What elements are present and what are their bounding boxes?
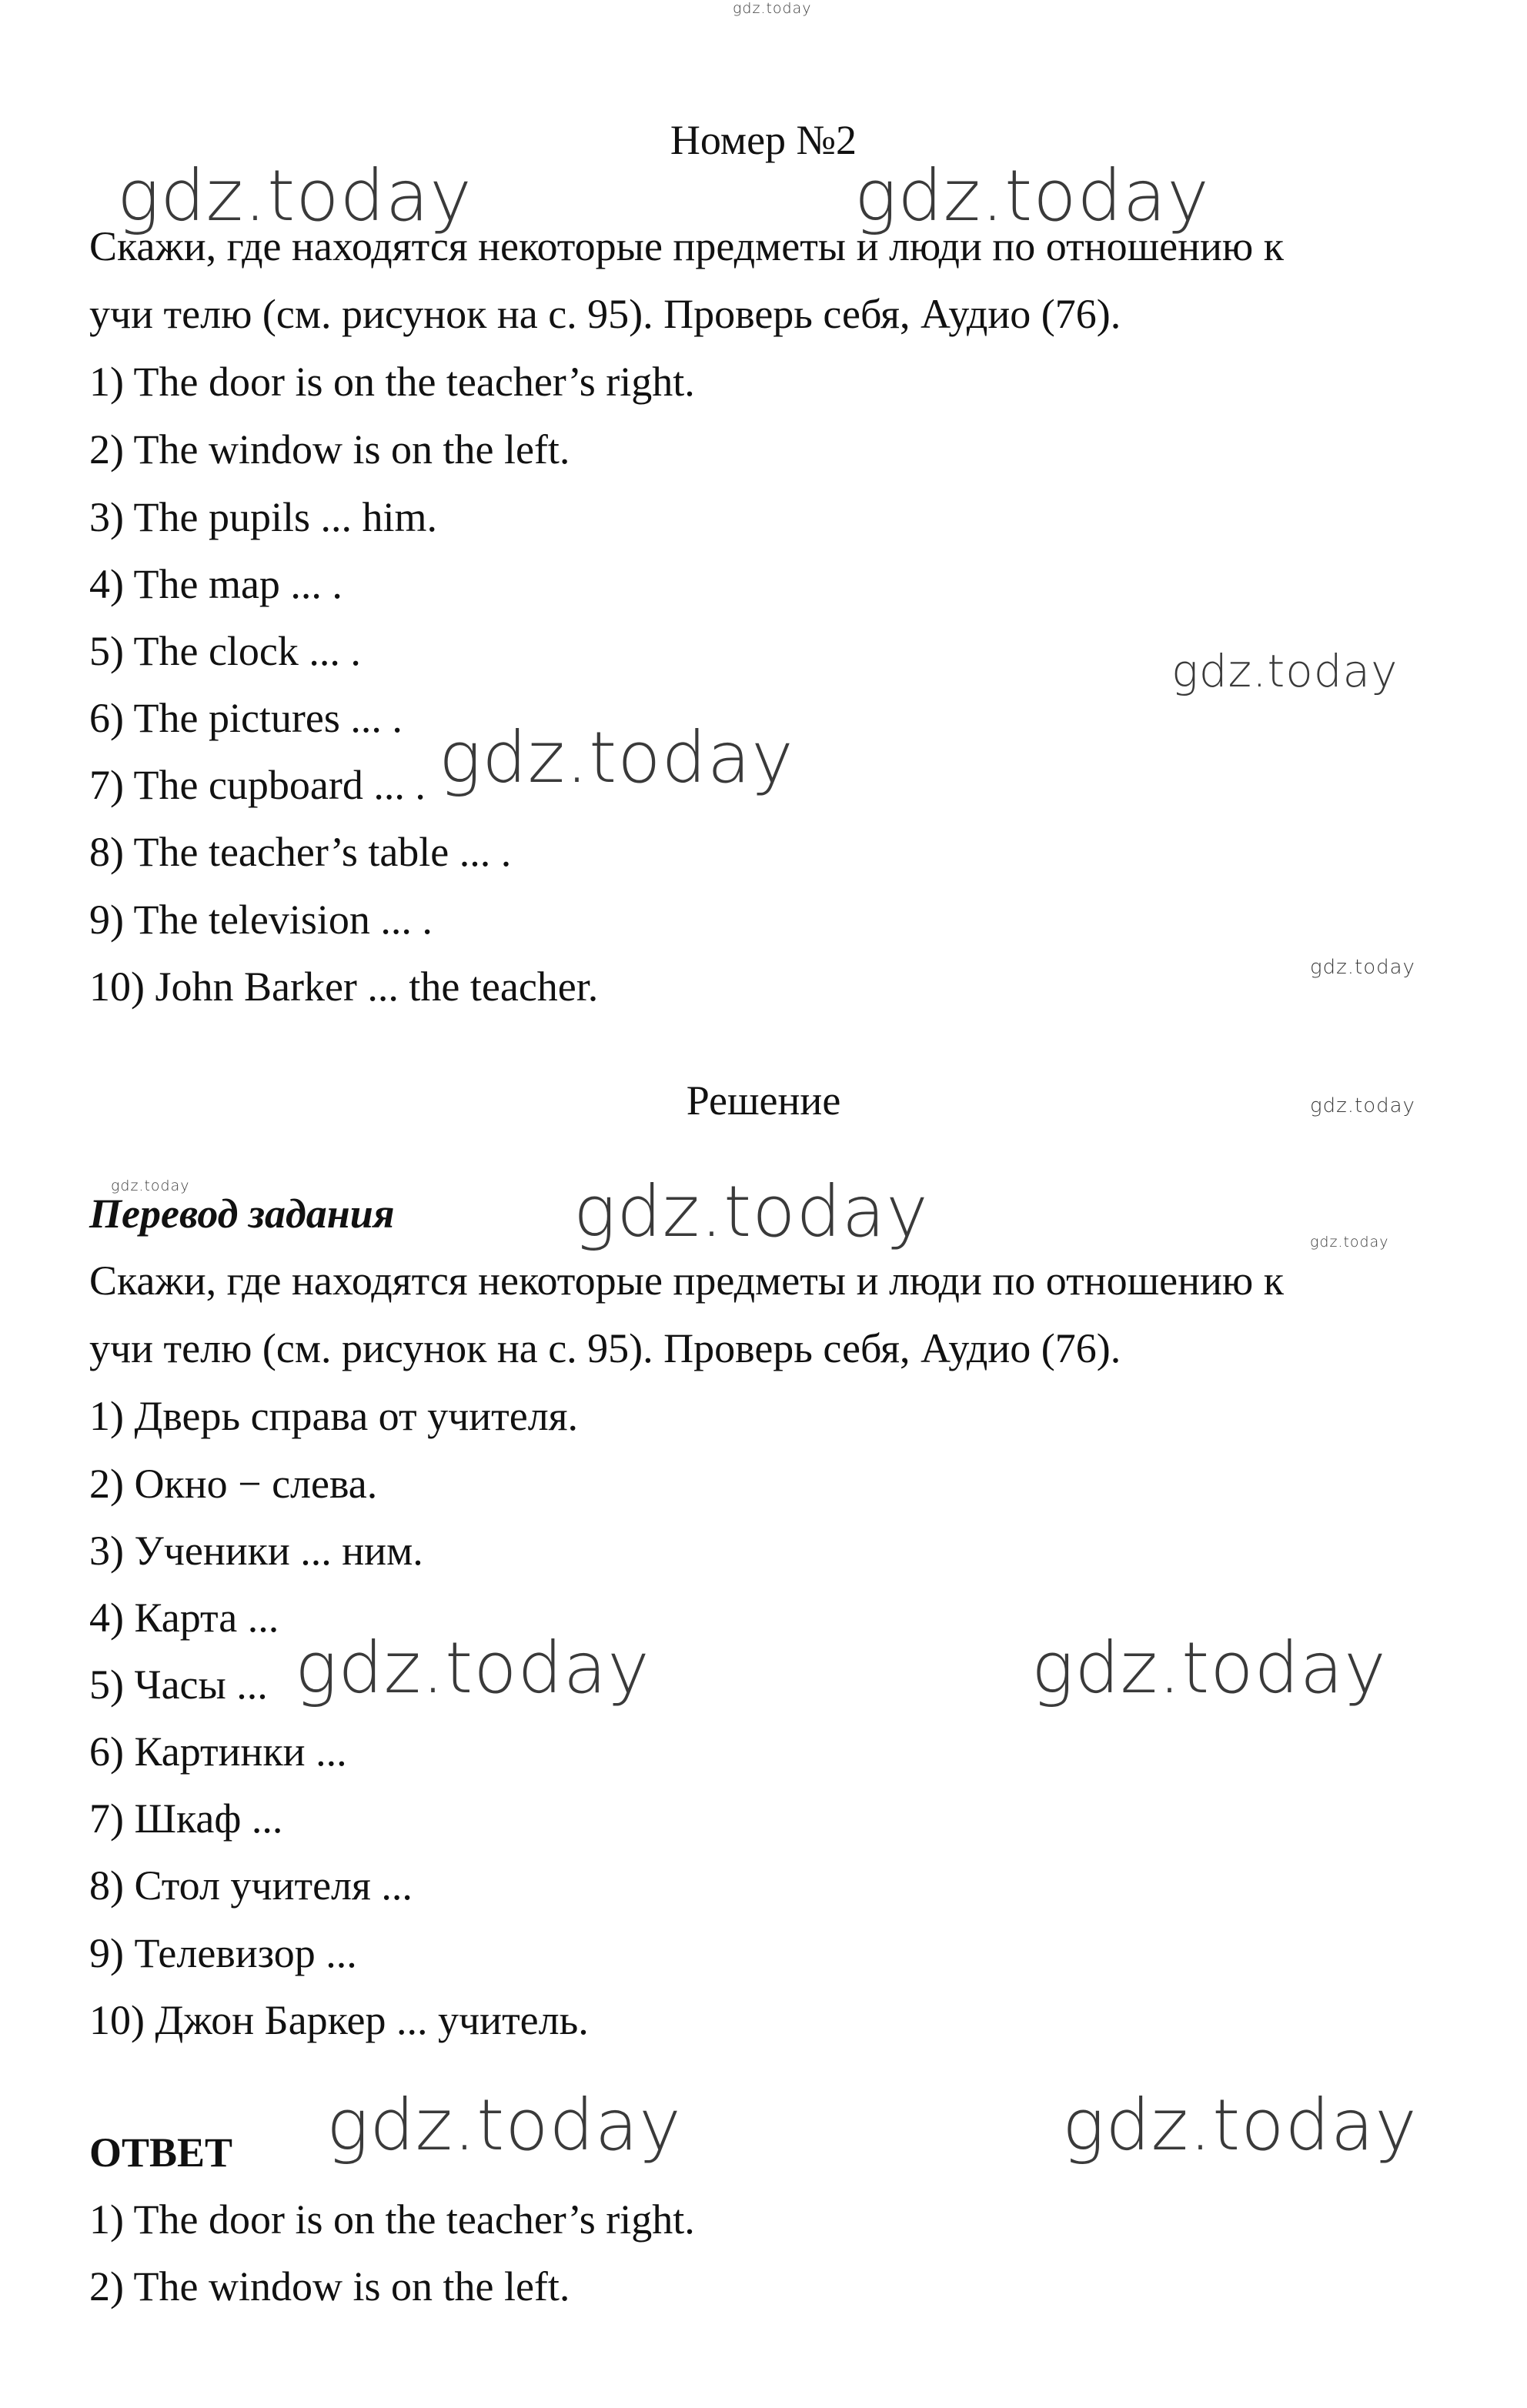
translation-item: 2) Окно − слева. [89, 1461, 378, 1507]
task-item: 1) The door is on the teacher’s right. [89, 359, 695, 405]
translation-item: 5) Часы ... [89, 1662, 268, 1708]
translation-item: 9) Телевизор ... [89, 1930, 357, 1976]
watermark: gdz.today [573, 1171, 929, 1253]
watermark: gdz.today [854, 155, 1210, 237]
task-item: 8) The teacher’s table ... . [89, 829, 512, 875]
watermark: gdz.today [1310, 956, 1415, 979]
watermark: gdz.today [1310, 1094, 1415, 1117]
task-item: 2) The window is on the left. [89, 426, 570, 473]
watermark: gdz.today [295, 1627, 650, 1709]
watermark: gdz.today [117, 155, 473, 237]
translation-item: 3) Ученики ... ним. [89, 1528, 423, 1574]
task-text-line-1: Скажи, где находятся некоторые предметы и люди по отношению к [89, 223, 1284, 269]
task-item: 7) The cupboard ... . [89, 762, 426, 808]
translation-item: 6) Картинки ... [89, 1728, 347, 1775]
translation-item: 1) Дверь справа от учителя. [89, 1393, 578, 1439]
translation-item: 10) Джон Баркер ... учитель. [89, 1997, 589, 2043]
watermark: gdz.today [1062, 2084, 1418, 2166]
task-item: 9) The television ... . [89, 897, 433, 943]
watermark: gdz.today [1310, 1234, 1389, 1251]
watermark: gdz.today [111, 1177, 190, 1194]
answer-item: 2) The window is on the left. [89, 2263, 570, 2309]
watermark: gdz.today [1171, 645, 1398, 697]
watermark: gdz.today [439, 716, 794, 799]
answer-heading: ОТВЕТ [89, 2129, 233, 2176]
translation-item: 8) Стол учителя ... [89, 1862, 413, 1909]
task-item: 6) The pictures ... . [89, 695, 403, 741]
page-title: Номер №2 [670, 117, 857, 163]
task-item: 3) The pupils ... him. [89, 494, 437, 540]
task-item: 5) The clock ... . [89, 628, 361, 674]
translation-text-line-1: Скажи, где находятся некоторые предметы и люди по отношению к [89, 1257, 1284, 1304]
task-item: 10) John Barker ... the teacher. [89, 964, 599, 1010]
translation-item: 7) Шкаф ... [89, 1795, 283, 1842]
solution-title: Решение [686, 1077, 841, 1124]
task-item: 4) The map ... . [89, 561, 342, 607]
translation-item: 4) Карта ... [89, 1595, 279, 1641]
translation-heading: Перевод задания [89, 1191, 395, 1237]
translation-text-line-2: учи телю (см. рисунок на с. 95). Проверь себя, Аудио (76). [89, 1325, 1121, 1371]
answer-item: 1) The door is on the teacher’s right. [89, 2196, 695, 2243]
header-watermark: gdz.today [733, 0, 812, 17]
watermark: gdz.today [1031, 1627, 1387, 1709]
task-text-line-2: учи телю (см. рисунок на с. 95). Проверь себя, Аудио (76). [89, 291, 1121, 337]
watermark: gdz.today [326, 2084, 682, 2166]
